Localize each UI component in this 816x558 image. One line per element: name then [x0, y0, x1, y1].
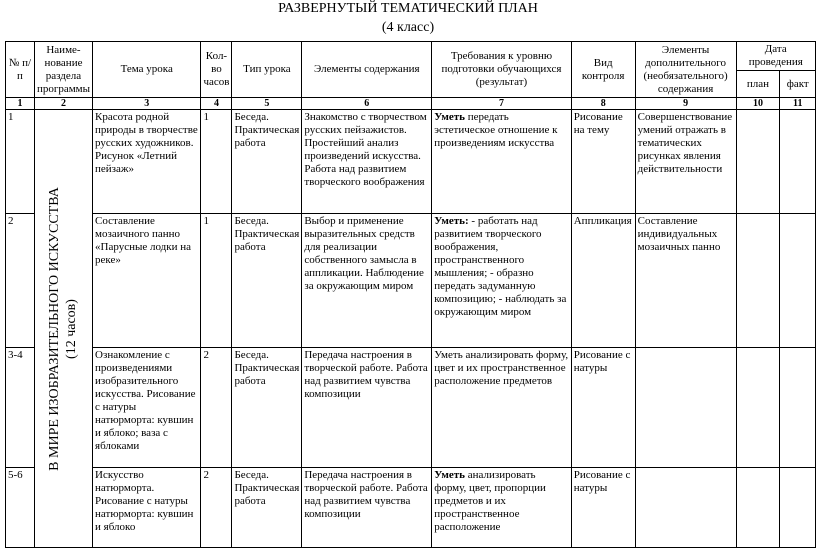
- table-row: [6, 110, 816, 214]
- row-requirements: [432, 110, 572, 214]
- page-subtitle: (4 класс): [381, 20, 435, 35]
- row-extra: [635, 468, 736, 548]
- row-control: Аппликация: [571, 214, 635, 348]
- req-bold: Уметь: [434, 111, 465, 123]
- row-control: Рисование на тему: [571, 110, 635, 214]
- col-number: 1: [6, 98, 35, 110]
- header-type: Тип урока: [232, 42, 302, 98]
- row-hours: 1: [201, 214, 232, 348]
- row-requirements: [432, 348, 572, 468]
- req-text: Уметь анализировать форму, цвет и их пространственное расположение предметов: [434, 349, 569, 387]
- header-num: № п/п: [6, 42, 35, 98]
- req-bold: Уметь: [434, 469, 465, 481]
- row-type: Беседа. Практическая работа: [232, 214, 302, 348]
- row-fact: [780, 214, 816, 348]
- row-plan: [736, 468, 780, 548]
- header-fact: факт: [780, 71, 816, 98]
- header-extra: Элементы дополнительного (необязательного) содержания: [635, 42, 736, 98]
- header-elements: Элементы содержания: [302, 42, 432, 98]
- row-num: 1: [6, 110, 35, 214]
- row-type: Беседа. Практическая работа: [232, 110, 302, 214]
- row-topic: Искусство натюрморта. Рисование с натуры натюрморта: кувшин и яблоко: [93, 468, 201, 548]
- header-topic: Тема урока: [93, 42, 201, 98]
- row-hours: 2: [201, 468, 232, 548]
- row-elements: Знакомство с творчеством русских пейзажистов. Простейший анализ произведений искусства. Работа над развитием творческого воображения: [302, 110, 432, 214]
- row-plan: [736, 348, 780, 468]
- row-fact: [780, 468, 816, 548]
- req-bold: Уметь:: [434, 215, 469, 227]
- col-number: 2: [34, 98, 92, 110]
- col-number: 3: [93, 98, 201, 110]
- header-date: Дата проведения: [736, 42, 815, 71]
- row-extra: Совершенствование умений отражать в тематических рисунках явления действительности: [635, 110, 736, 214]
- table-row: [6, 348, 816, 468]
- col-number: 6: [302, 98, 432, 110]
- row-extra: Составление индивидуальных мозаичных панно: [635, 214, 736, 348]
- section-cell: [34, 110, 92, 548]
- row-requirements: [432, 468, 572, 548]
- col-number: 10: [736, 98, 780, 110]
- req-text: - работать над развитием творческого воображения, пространственного мышления; - образно передать задуманную композицию; - наблюдать за окружающим миром: [434, 215, 567, 318]
- req-text: анализировать форму, цвет, пропорции предметов и их пространственное расположение: [434, 469, 546, 533]
- col-number: 9: [635, 98, 736, 110]
- row-elements: Передача настроения в творческой работе. Работа над развитием чувства композиции: [302, 348, 432, 468]
- row-fact: [780, 348, 816, 468]
- header-requirements: Требования к уровню подготовки обучающихся (результат): [432, 42, 572, 98]
- row-hours: 2: [201, 348, 232, 468]
- row-hours: 1: [201, 110, 232, 214]
- row-control: Рисование с натуры: [571, 348, 635, 468]
- row-plan: [736, 214, 780, 348]
- col-number: 11: [780, 98, 816, 110]
- col-number: 5: [232, 98, 302, 110]
- req-text: передать эстетическое отношение к произведениям искусства: [434, 111, 558, 149]
- row-topic: Ознакомление с произведениями изобразительного искусства. Рисование с натуры натюрморта: кувшин и яблоко; ваза с яблоками: [93, 348, 201, 468]
- col-number: 8: [571, 98, 635, 110]
- row-extra: [635, 348, 736, 468]
- section-name: В МИРЕ ИЗОБРАЗИТЕЛЬНОГО ИСКУССТВА: [47, 186, 63, 471]
- row-requirements: [432, 214, 572, 348]
- page-title: РАЗВЕРНУТЫЙ ТЕМАТИЧЕСКИЙ ПЛАН: [278, 1, 538, 16]
- table-row: [6, 214, 816, 348]
- header-section: Наиме-нование раздела программы: [34, 42, 92, 98]
- row-topic: Красота родной природы в творчестве русских художников. Рисунок «Летний пейзаж»: [93, 110, 201, 214]
- row-elements: Передача настроения в творческой работе. Работа над развитием чувства композиции: [302, 468, 432, 548]
- col-number: 4: [201, 98, 232, 110]
- row-plan: [736, 110, 780, 214]
- row-control: Рисование с натуры: [571, 468, 635, 548]
- row-elements: Выбор и применение выразительных средств для реализации собственного замысла в аппликации. Наблюдение за окружающим миром: [302, 214, 432, 348]
- table-row: [6, 468, 816, 548]
- row-fact: [780, 110, 816, 214]
- col-number: 7: [432, 98, 572, 110]
- row-num: 3-4: [6, 348, 35, 468]
- row-num: 5-6: [6, 468, 35, 548]
- row-topic: Составление мозаичного панно «Парусные лодки на реке»: [93, 214, 201, 348]
- row-type: Беседа. Практическая работа: [232, 348, 302, 468]
- row-type: Беседа. Практическая работа: [232, 468, 302, 548]
- header-control: Вид контроля: [571, 42, 635, 98]
- thematic-plan-table: [5, 41, 816, 548]
- section-hours: (12 часов): [64, 298, 80, 359]
- header-plan: план: [736, 71, 780, 98]
- row-num: 2: [6, 214, 35, 348]
- header-hours: Кол-во часов: [201, 42, 232, 98]
